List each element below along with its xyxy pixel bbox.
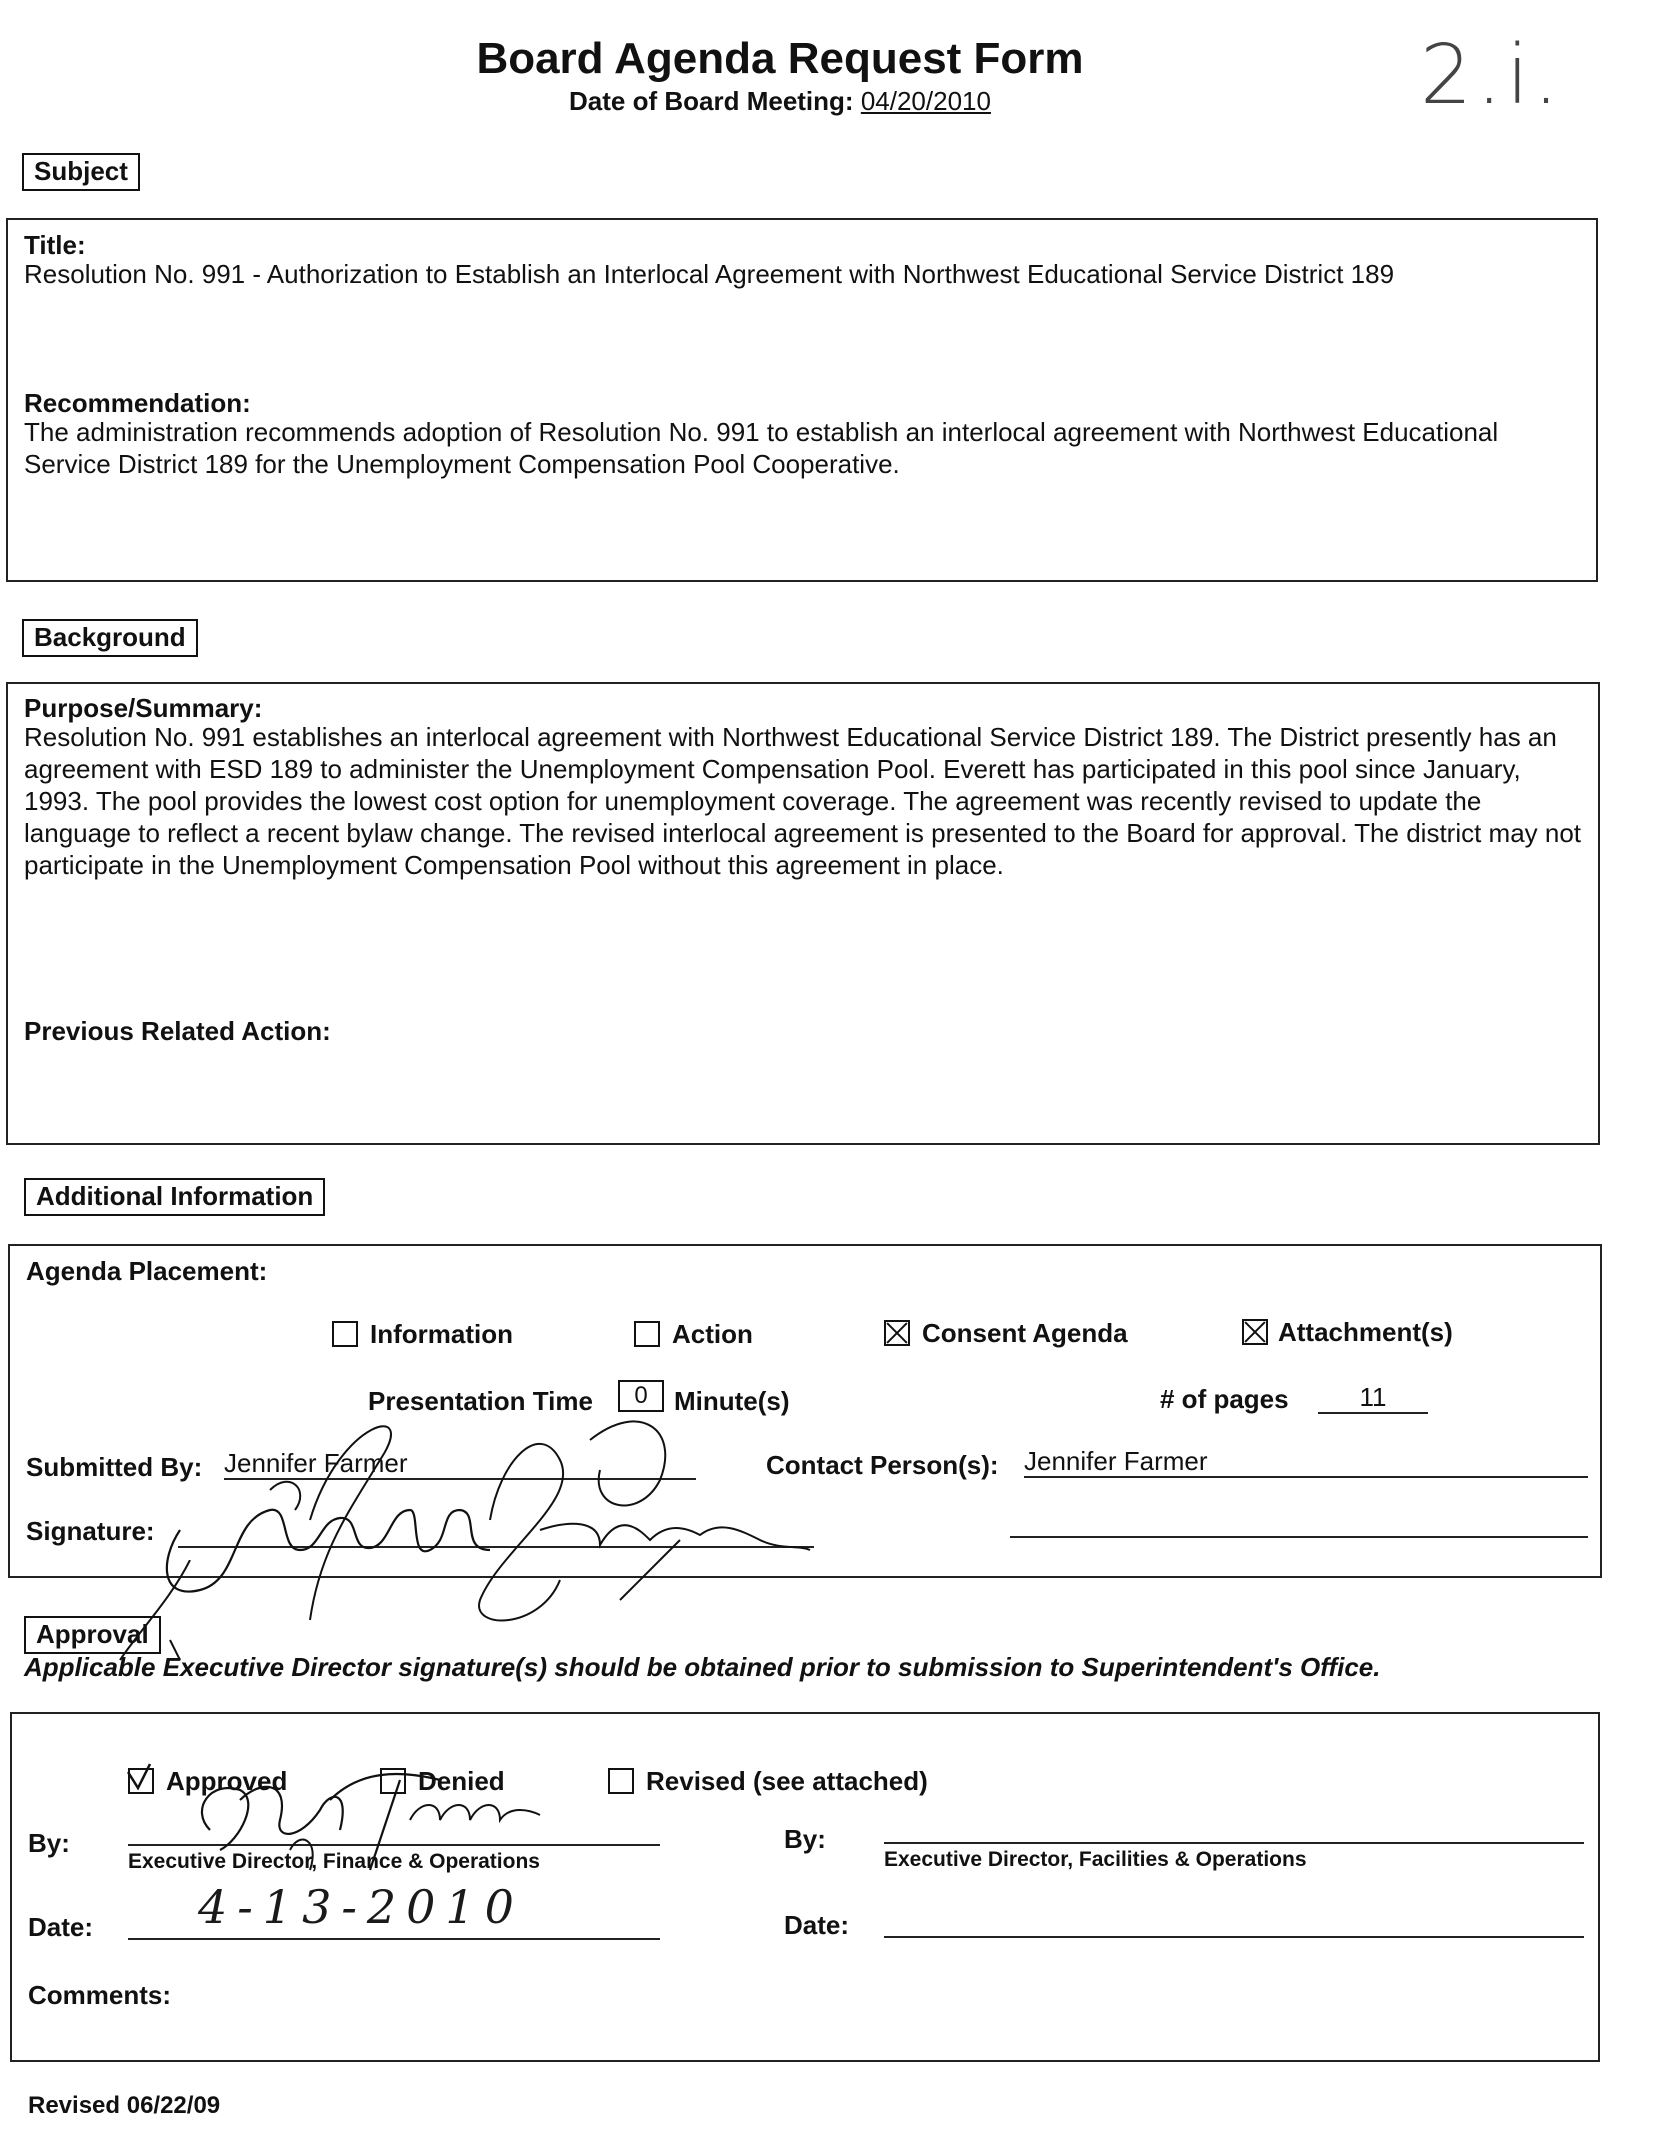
recommendation-label: Recommendation: <box>24 388 251 418</box>
pages-label: # of pages <box>1160 1384 1289 1414</box>
recommendation-text: The administration recommends adoption of Resolution No. 991 to establish an interlocal agreement with Northwest Educational Service District 189 for the Unemployment Compensation Pool Cooperative. <box>24 417 1499 479</box>
approved-label: Approved <box>166 1766 288 1796</box>
presentation-time-label: Presentation Time <box>368 1386 593 1416</box>
contact-person-field[interactable]: Jennifer Farmer <box>1024 1446 1588 1478</box>
page-mark: 2.i. <box>1420 28 1564 123</box>
attachments-label: Attachment(s) <box>1278 1317 1453 1347</box>
meeting-date-label: Date of Board Meeting: <box>569 86 854 116</box>
purpose-label: Purpose/Summary: <box>24 693 263 723</box>
form-title: Board Agenda Request Form <box>476 34 1084 83</box>
background-box <box>6 682 1600 1145</box>
consent-agenda-label: Consent Agenda <box>922 1318 1128 1348</box>
agenda-placement-label: Agenda Placement: <box>26 1256 268 1286</box>
information-checkbox[interactable] <box>332 1321 358 1347</box>
denied-checkbox[interactable] <box>380 1768 406 1794</box>
right-date-line[interactable] <box>884 1936 1584 1938</box>
denied-label: Denied <box>418 1766 505 1796</box>
presentation-time-field[interactable]: 0 <box>618 1380 664 1412</box>
left-date-line[interactable] <box>128 1938 660 1940</box>
action-label: Action <box>672 1319 753 1349</box>
comments-label: Comments: <box>28 1980 172 2010</box>
left-date-label: Date: <box>28 1912 94 1942</box>
left-by-label: By: <box>28 1828 70 1858</box>
right-by-label: By: <box>784 1824 826 1854</box>
contact-signature-line[interactable] <box>1010 1536 1588 1538</box>
approved-checkbox[interactable] <box>128 1768 154 1794</box>
approval-note: Applicable Executive Director signature(s) should be obtained prior to submission to Superintendent's Office. <box>24 1652 1381 1682</box>
title-label: Title: <box>24 230 86 260</box>
attachments-checkbox[interactable] <box>1242 1319 1268 1345</box>
revised-footer: Revised 06/22/09 <box>28 2092 221 2119</box>
approval-box <box>10 1712 1600 2062</box>
approval-tab: Approval <box>24 1616 161 1654</box>
minutes-label: Minute(s) <box>674 1386 790 1416</box>
right-by-line[interactable] <box>884 1842 1584 1844</box>
pages-field[interactable]: 11 <box>1318 1382 1428 1414</box>
additional-info-tab: Additional Information <box>24 1178 325 1216</box>
background-tab: Background <box>22 619 198 657</box>
subject-tab: Subject <box>22 153 140 191</box>
left-date-value: 4-13-2010 <box>198 1880 524 1934</box>
subject-box <box>6 218 1598 582</box>
signature-line[interactable] <box>178 1546 814 1548</box>
submitted-by-field[interactable]: Jennifer Farmer <box>224 1448 696 1480</box>
left-by-line[interactable] <box>128 1844 660 1846</box>
revised-label: Revised (see attached) <box>646 1766 928 1796</box>
approved-check-mark <box>124 1762 154 1792</box>
contact-person-label: Contact Person(s): <box>766 1450 999 1480</box>
action-checkbox[interactable] <box>634 1321 660 1347</box>
left-director-title: Executive Director, Finance & Operations <box>128 1850 540 1873</box>
submitted-by-label: Submitted By: <box>26 1452 203 1482</box>
signature-label: Signature: <box>26 1516 155 1546</box>
consent-agenda-checkbox[interactable] <box>884 1320 910 1346</box>
additional-info-box <box>8 1244 1602 1578</box>
information-label: Information <box>370 1319 513 1349</box>
meeting-date-line <box>0 86 1560 117</box>
meeting-date-value: 04/20/2010 <box>860 86 991 116</box>
purpose-text: Resolution No. 991 establishes an interlocal agreement with Northwest Educational Service District 189. The District presently has an agreement with ESD 189 to administer the Unemployment Compensation Pool. Everett has participated in this pool since January, 1993. The pool provides the lowest cost option for unemployment coverage. The agreement was recently revised to update the language to reflect a recent bylaw change. The revised interlocal agreement is presented to the Board for approval. The district may not participate in the Unemployment Compensation Pool without this agreement in place. <box>24 722 1582 880</box>
revised-checkbox[interactable] <box>608 1768 634 1794</box>
previous-action-label: Previous Related Action: <box>24 1016 331 1046</box>
title-text: Resolution No. 991 - Authorization to Establish an Interlocal Agreement with Northwest Educational Service District 189 <box>24 259 1395 289</box>
right-director-title: Executive Director, Facilities & Operations <box>884 1848 1307 1871</box>
right-date-label: Date: <box>784 1910 850 1940</box>
